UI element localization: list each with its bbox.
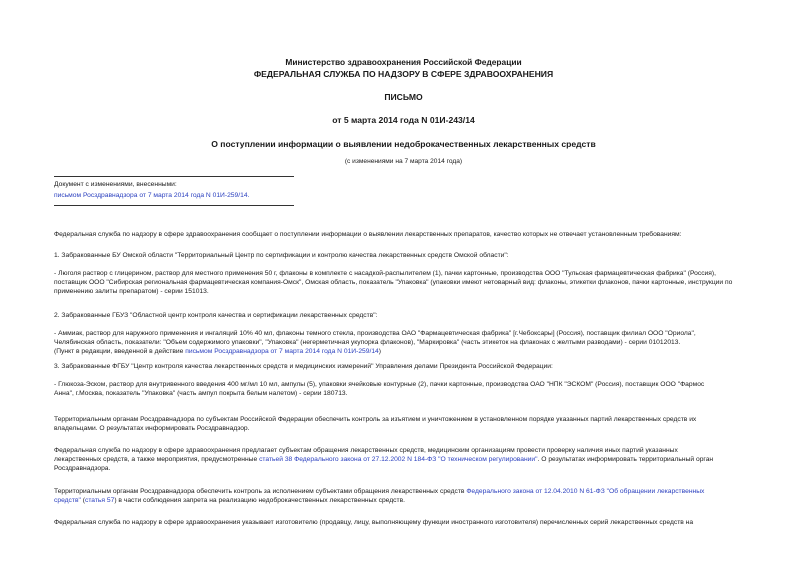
item-1-line: применению залиты препаратом) - серии 151013. [54,288,209,296]
paragraph-line: владельцами. О результатах информировать Росздравнадзор. [54,425,250,433]
paragraph-line: Федеральная служба по надзору в сфере здравоохранения указывает изготовителю (продавцу, лицу, выполняющему функции иностранного изготовителя) перечисленных серий лекарственных средств на [54,519,694,526]
edit-note-suffix: ) [378,348,382,356]
item-2-edit-note [54,347,771,356]
note-link[interactable]: письмом Росздравнадзора от 7 марта 2014 года N 01И-259/14. [54,192,250,199]
enforcement-suffix: ) в части соблюдения запрета на реализацию недоброкачественных лекарственных средств. [114,497,405,505]
ministry-name: Министерство здравоохранения Российской Федерации [285,57,522,67]
law-184-link[interactable]: статьей 38 Федерального закона от 27.12.2002 N 184-ФЗ "О техническом регулировании" [259,456,538,464]
item-1-line: поставщик ООО "Сибирская региональная фармацевтическая компания-Омск", Омская область, показатель "Упаковка" (упаковки имеют нетоварный вид: флаконы, этикетки флаконов, пачки картонные, инструкции по [54,279,733,287]
law-61-link-cont[interactable]: средств" [54,497,81,505]
paragraph-manufacturer [54,518,771,527]
service-name: ФЕДЕРАЛЬНАЯ СЛУЖБА ПО НАДЗОРУ В СФЕРЕ ЗДРАВООХРАНЕНИЯ [253,69,554,79]
edit-note-prefix: (Пункт в редакции, введенной в действие [54,348,186,356]
item-2-detail [54,329,771,357]
edit-note-link[interactable]: письмом Росздравнадзора от 7 марта 2014 года N 01И-259/14 [185,348,379,356]
item-3-detail [54,380,771,398]
item-1-detail [54,269,771,297]
paragraph-check [54,446,771,474]
doc-date: от 5 марта 2014 года N 01И-243/14 [332,115,475,125]
item-3-heading: 3. Забракованные ФГБУ "Центр контроля качества лекарственных средств и медицинских измерений" Управления делами Президента Российской Федерации: [54,363,553,370]
note-bottom-rule [54,205,294,206]
paragraph-line: Федеральная служба по надзору в сфере здравоохранения предлагает субъектам обращения лекарственных средств, медицинским организациям провести проверку наличия иных партий указанных [54,447,678,454]
item-3-line: Анна", г.Москва, показатель "Упаковка" (часть ампул покрыта белым налетом) - серии 180713. [54,390,348,398]
paragraph-line [54,496,771,505]
item-2-line: - Аммиак, раствор для наружного применения и ингаляций 10% 40 мл, флаконы темного стекла, производства ОАО "Фармацевтическая фабрика" [г.Чебоксары] (Россия), поставщик филиал ООО "Ориола", [54,330,696,337]
note-label: Документ с изменениями, внесенными: [54,181,177,188]
paragraph-line [54,487,771,496]
item-1-line: - Люголя раствор с глицерином, раствор для местного применения 50 г, флаконы в комплекте с насадкой-распылителем (1), пачки картонные, производства ООО "Тульская фармацевтическая фабрика" (Россия), [54,270,716,277]
law-61-link[interactable]: Федерального закона от 12.04.2010 N 61-ФЗ "Об обращении лекарственных [466,488,705,495]
paragraph-line: Росздравнадзора. [54,465,111,473]
item-2-line: Челябинская область, показатели: "Объем содержимого упаковки", "Упаковка" (негерметичная укупорка флаконов), "Маркировка" (часть этикеток на флаконах с желтыми разводами) - серии 01012013. [54,339,681,347]
paragraph-line: Территориальным органам Росздравнадзора по субъектам Российской Федерации обеспечить контроль за изъятием и уничтожением в установленном порядке указанных партий лекарственных средств их [54,416,697,423]
law-ref-prefix: лекарственных средств, а также мероприятия, предусмотренные [54,456,260,464]
paragraph-line [54,455,771,464]
enforcement-prefix: Территориальным органам Росздравнадзора обеспечить контроль за исполнением субъектами обращения лекарственных средств [54,488,467,495]
doc-type: ПИСЬМО [384,92,423,102]
paragraph-control [54,415,771,433]
item-3-line: - Глюкоза-Эском, раствор для внутривенного введения 400 мг/мл 10 мл, ампулы (5), упаковки ячейковые контурные (2), пачки картонные, производства ОАО "НПК "ЭСКОМ" (Россия), поставщик ООО "Фармос [54,381,705,388]
item-2-heading: 2. Забракованные ГБУЗ "Областной центр контроля качества и сертификации лекарственных средств": [54,312,378,319]
paren-open: ( [80,497,85,505]
law-ref-suffix: . О результатах информировать территориальный орган [537,456,714,464]
paragraph-enforcement [54,487,771,505]
changes-note: (с изменениями на 7 марта 2014 года) [344,158,463,165]
item-1-heading: 1. Забракованные БУ Омской области "Территориальный Центр по сертификации и контролю качества лекарственных средств Омской области": [54,252,509,259]
note-top-rule [54,176,294,177]
page-title: О поступлении информации о выявлении недоброкачественных лекарственных средств [211,139,596,149]
intro-paragraph: Федеральная служба по надзору в сфере здравоохранения сообщает о поступлении информации о выявлении лекарственных препаратов, качество которых не отвечает установленным требованиям: [54,231,682,238]
article-57-link[interactable]: статья 57 [84,497,115,505]
